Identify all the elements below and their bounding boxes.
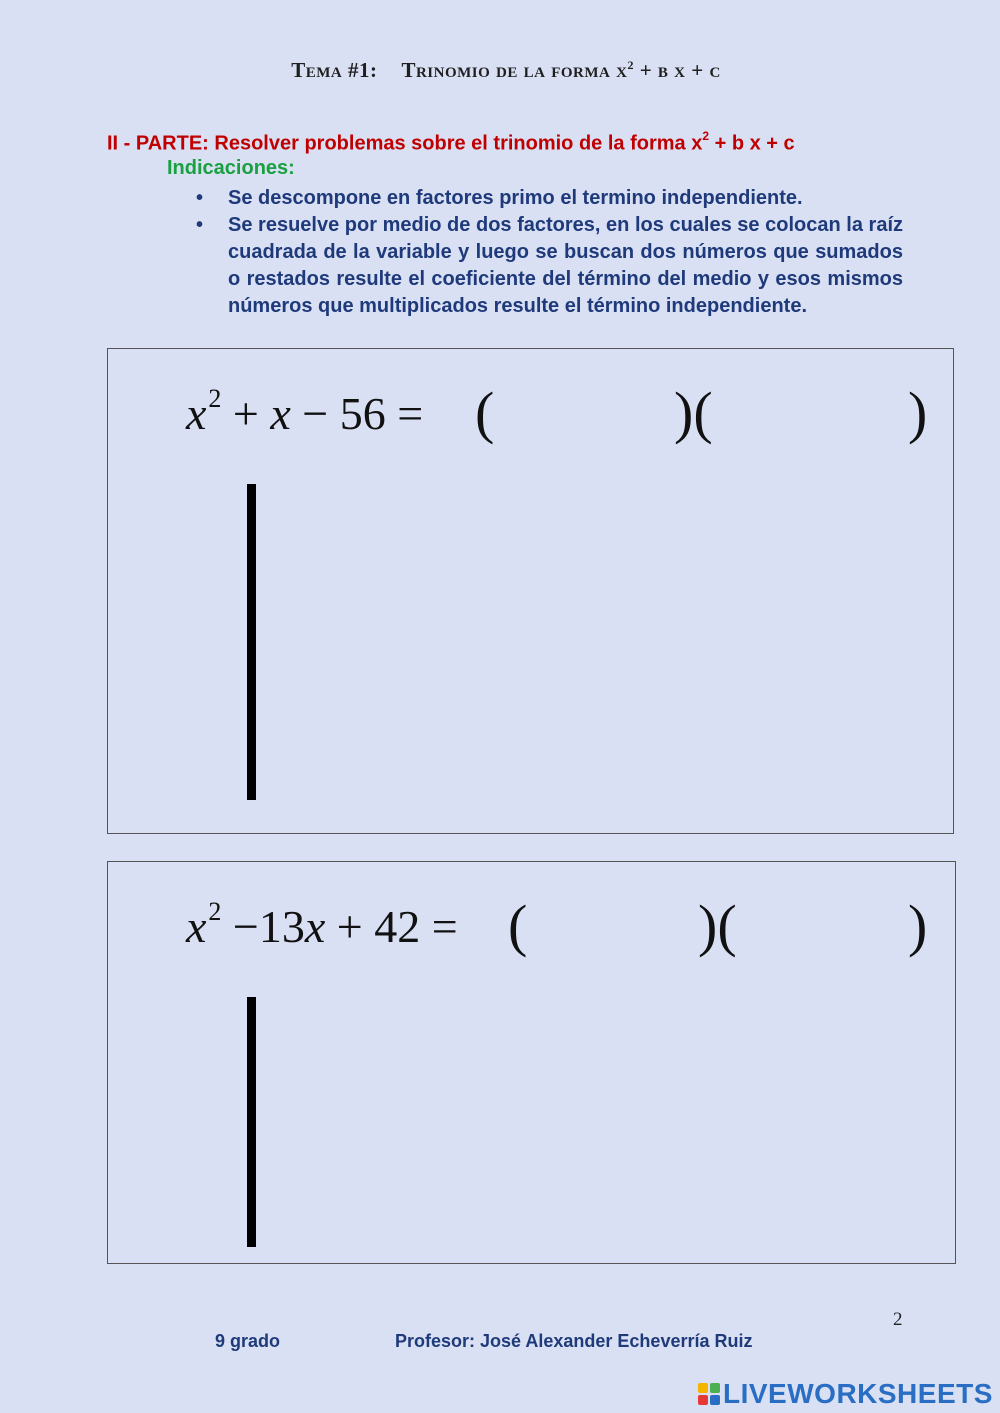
equation-variable: x xyxy=(270,388,291,439)
section-heading-text: II - PARTE: Resolver problemas sobre el trinomio de la forma x xyxy=(107,132,703,155)
page-number: 2 xyxy=(893,1309,903,1330)
equation-variable: x xyxy=(304,901,326,952)
topic-title-exponent: 2 xyxy=(627,58,634,72)
exercise-box-2 xyxy=(107,861,956,1264)
instructions-list xyxy=(196,185,903,320)
logo-tile xyxy=(698,1383,708,1393)
liveworksheets-brand: LIVEWORKSHEETS xyxy=(723,1378,993,1409)
answer-blank-1b[interactable] xyxy=(720,389,900,444)
instruction-text: Se descompone en factores primo el termino independiente. xyxy=(228,187,803,209)
bullet-icon: • xyxy=(196,214,204,236)
work-area-left-2[interactable] xyxy=(148,997,240,1247)
paren-close-open: )( xyxy=(698,893,737,958)
teacher-label: Profesor: José Alexander Echeverría Ruiz xyxy=(395,1331,753,1351)
work-area-right-2[interactable] xyxy=(268,997,388,1247)
work-area-left-1[interactable] xyxy=(148,484,240,800)
list-item xyxy=(196,185,903,212)
logo-tile xyxy=(710,1395,720,1405)
topic-number: Tema #1: xyxy=(291,58,378,82)
equation-1 xyxy=(186,384,424,440)
factor-divider-line xyxy=(247,997,256,1247)
liveworksheets-logo xyxy=(698,1377,993,1411)
answer-blank-2a[interactable] xyxy=(533,902,698,957)
answer-blank-2b[interactable] xyxy=(744,902,904,957)
paren-open: ( xyxy=(475,380,495,445)
equation-operator: −13 xyxy=(221,901,305,952)
equation-variable: x xyxy=(186,388,207,439)
equation-exponent: 2 xyxy=(208,384,222,413)
answer-blank-1a[interactable] xyxy=(500,389,670,444)
logo-tile xyxy=(710,1383,720,1393)
section-heading-rest: + b x + c xyxy=(709,132,795,155)
equation-rhs: − 56 = xyxy=(290,388,424,439)
instruction-text: Se resuelve por medio de dos factores, en los cuales se colocan la raíz cuadrada de la variable y luego se buscan dos números que sumados o restados resulte el coeficiente del término del medio y esos mismos números que multiplicados resulte el término independiente. xyxy=(228,214,903,317)
paren-close: ) xyxy=(908,380,928,445)
grade-label: 9 grado xyxy=(215,1331,281,1351)
equation-operator: + xyxy=(221,388,271,439)
section-heading xyxy=(107,131,795,156)
equation-variable: x xyxy=(186,901,207,952)
instructions-heading: Indicaciones: xyxy=(167,157,295,179)
exercise-box-1 xyxy=(107,348,954,834)
equation-2 xyxy=(186,897,458,953)
paren-close-open: )( xyxy=(674,380,713,445)
paren-open: ( xyxy=(508,893,528,958)
section-heading-exponent: 2 xyxy=(702,129,710,143)
list-item xyxy=(196,212,903,320)
topic-title-rest: + b x + c xyxy=(633,58,721,82)
liveworksheets-icon xyxy=(698,1383,720,1405)
topic-title: Trinomio de la forma x xyxy=(401,58,628,82)
paren-close: ) xyxy=(908,893,928,958)
equation-rhs: + 42 = xyxy=(325,901,458,952)
logo-tile xyxy=(698,1395,708,1405)
work-area-right-1[interactable] xyxy=(268,484,388,800)
page-title xyxy=(0,58,1000,83)
equation-exponent: 2 xyxy=(208,897,222,926)
bullet-icon: • xyxy=(196,187,204,209)
factor-divider-line xyxy=(247,484,256,800)
